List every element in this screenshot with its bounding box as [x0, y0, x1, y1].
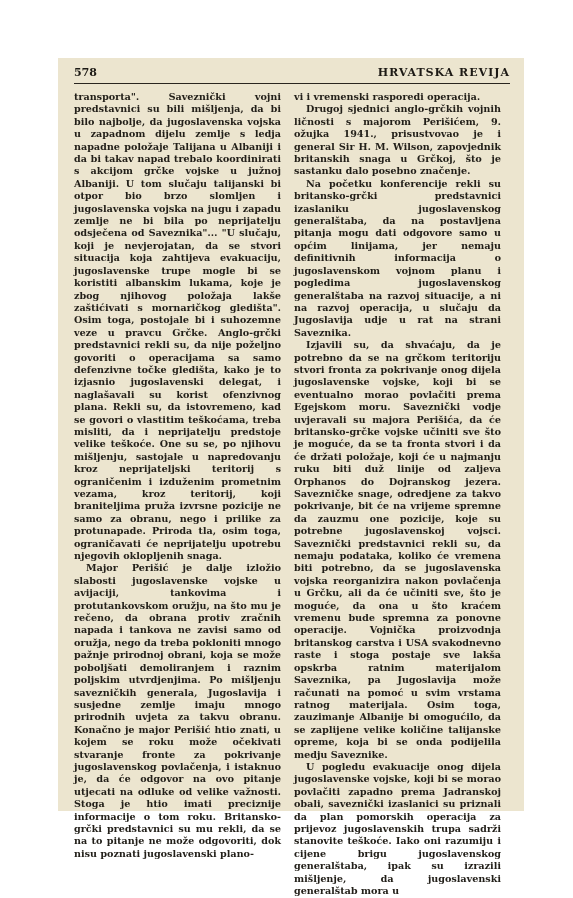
page-header — [74, 66, 510, 82]
paragraph: Izjavili su, da shvaćaju, da je potrebno da se na grčkom teritoriju stvori fronta za pokrivanje onog dijela jugoslavenske vojske, koji bi se eventualno morao povlačiti prema Egejskom moru. Saveznički vodje uvjeravali su majora Perišića, da će britansko-grčke vojske učiniti sve što je moguće, da se ta fronta stvori i da će držati položaje, koji će u najmanju ruku biti duž linije od zaljeva Orphanos do Dojranskog jezera. Savezničke snage, odredjene za takvo pokrivanje, bit će na vrijeme spremne da zauzmu one pozicije, koje su potrebne jugoslavenskoj vojsci. Saveznički predstavnici rekli su, da nemaju podataka, koliko će vremena biti potrebno, da se jugoslavenska vojska reorganizira nakon povlačenja u Grčku, ali da će učiniti sve, što je moguće, da ona u što kraćem vremenu bude spremna za ponovne operacije. Vojnička proizvodnja britanskog carstva i USA svakodnevno raste i stoga postaje sve lakša opskrba ratnim materijalom Saveznika, pa Jugoslavija može računati na pomoć u svim vrstama ratnog materijala. Osim toga, zauzimanje Albanije bi omogućilo, da se zaplijene velike količine talijanske opreme, koja bi se onda podijelila medju Saveznike. — [294, 340, 501, 761]
paragraph: transporta". Saveznički vojni predstavnici su bili mišljenja, da bi bilo najbolje, da jugoslavenska vojska u zapadnom dijelu zemlje s ledja napadne položaje Talijana u Albaniji i da bi takav napad trebalo koordinirati s akcijom grčke vojske u južnoj Albaniji. U tom slučaju talijanski bi otpor bio brzo slomljen i jugoslavenska vojska na jugu i zapadu zemlje ne bi bila po neprijatelju odsječena od Saveznika"... "U slučaju, koji je nevjerojatan, da se stvori situacija koja zahtijeva evakuaciju, jugoslavenske trupe mogle bi se koristiti albanskim lukama, koje je zbog njihovog položaja lakše zaštićivati s mornaričkog gledišta". Osim toga, postojale bi i suhozemne veze u pravcu Grčke. Anglo-grčki predstavnici rekli su, da nije poželjno govoriti o operacijama sa samo defenzivne točke gledišta, kako je to izjasnio jugoslavenski delegat, i naglašavali su korist ofenzivnog plana. Rekli su, da istovremeno, kad se govori o vlastitim teškoćama, treba misliti, da i neprijatelju predstoje velike teškoće. One su se, po njihovu mišljenju, sastojale u napredovanju kroz neprijateljski teritorij s ograničenim i izduženim prometnim vezama, kroz teritorij, koji braniteljima pruža izvrsne pozicije ne samo za obranu, nego i prilike za protunapade. Priroda tla, osim toga, ograničavati će neprijatelju upotrebu njegovih oklopljenih snaga. — [74, 92, 281, 563]
right-column — [294, 92, 501, 898]
paragraph: Drugoj sjednici anglo-grčkih vojnih ličnosti s majorom Perišićem, 9. ožujka 1941., prisustvovao je i general Sir H. M. Wilson, zapovjednik britanskih snaga u Grčkoj, što je sastanku dalo posebno značenje. — [294, 104, 501, 178]
header-rule — [74, 83, 510, 84]
paragraph: U pogledu evakuacije onog dijela jugoslavenske vojske, koji bi se morao povlačiti zapadno prema Jadranskoj obali, saveznički izaslanici su priznali da plan pomorskih operacija za prijevoz jugoslavenskih trupa sadrži stanovite teškoće. Iako oni razumiju i cijene brigu jugoslavenskog generalštaba, ipak su izrazili mišljenje, da jugoslavenski generalštab mora u — [294, 761, 501, 897]
paragraph: vi i vremenski rasporedi operacija. — [294, 92, 481, 103]
journal-title: HRVATSKA REVIJA — [377, 66, 510, 79]
left-column — [74, 92, 281, 861]
page-number: 578 — [74, 66, 97, 79]
paragraph: Major Perišić je dalje izložio slabosti jugoslavenske vojske u avijaciji, tankovima i protutankovskom oružju, na što mu je rečeno, da obrana protiv zračnih napada i tankova ne zavisi samo od oružja, nego da treba pokloniti mnogo pažnje prirodnoj obrani, koja se može poboljšati demoliranjem i raznim poljskim utvrdjenjima. Po mišljenju savezničkih generala, Jugoslavija i susjedne zemlje imaju mnogo prirodnih uvjeta za takvu obranu. Konačno je major Perišić htio znati, u kojem se roku može očekivati stvaranje fronte za pokrivanje jugoslavenskog povlačenja, i istaknuo je, da će odgovor na ovo pitanje utjecati na odluke od velike važnosti. Stoga je htio imati preciznije informacije o tom roku. Britansko-grčki predstavnici su mu rekli, da se na to pitanje ne može odgovoriti, dok nisu poznati jugoslavenski plano- — [74, 563, 281, 860]
magazine-page — [58, 58, 524, 897]
paragraph: Na početku konferencije rekli su britansko-grčki predstavnici izaslaniku jugoslavenskog generalštaba, da na postavljena pitanja mogu dati odgovore samo u općim linijama, jer nemaju definitivnih informacija o jugoslavenskom vojnom planu i pogledima jugoslavenskog generalštaba na razvoj situacije, a ni na razvoj operacija, u slučaju da Jugoslavija udje u rat na strani Saveznika. — [294, 178, 501, 339]
